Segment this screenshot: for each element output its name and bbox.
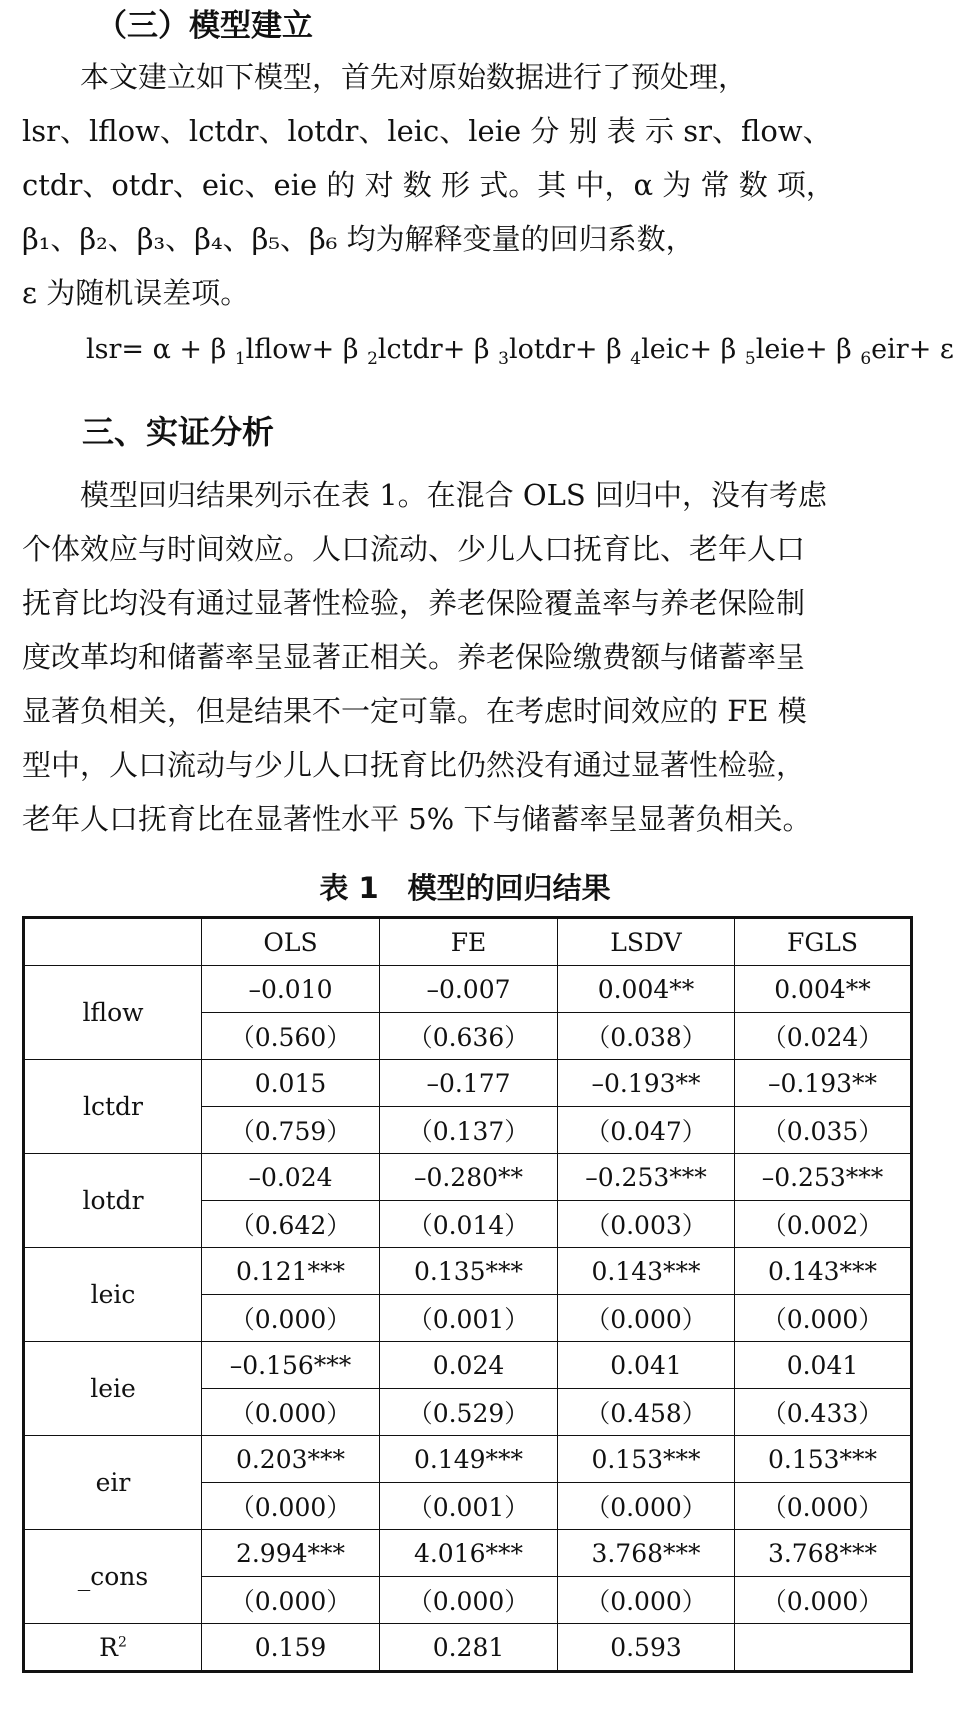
- text-line: ctdr、otdr、eic、eie 的 对 数 形 式。其 中，α 为 常 数 项，: [22, 168, 835, 202]
- header-cell: [24, 918, 202, 966]
- variable-cell: leie: [24, 1342, 202, 1436]
- coefficient-cell: 0.153***: [558, 1436, 735, 1483]
- pvalue-cell: （0.529）: [380, 1389, 558, 1436]
- text-line: lsr、lflow、lctdr、lotdr、leic、leie 分 别 表 示 sr、flow、: [22, 114, 832, 148]
- table-row: [24, 1436, 912, 1483]
- r-squared-cell: 0.159: [202, 1624, 380, 1672]
- table-header-row: [24, 918, 912, 966]
- coefficient-cell: 0.135***: [380, 1248, 558, 1295]
- coefficient-cell: 0.041: [558, 1342, 735, 1389]
- r-squared-row: [24, 1624, 912, 1672]
- text-line: 本文建立如下模型，首先对原始数据进行了预处理，: [80, 60, 748, 94]
- header-cell: OLS: [202, 918, 380, 966]
- text-line: β₁、β₂、β₃、β₄、β₅、β₆ 均为解释变量的回归系数，: [22, 222, 695, 256]
- coefficient-cell: –0.007: [380, 966, 558, 1013]
- text-line: 度改革均和储蓄率呈显著正相关。养老保险缴费额与储蓄率呈: [22, 640, 806, 674]
- pvalue-cell: （0.560）: [202, 1013, 380, 1060]
- equation-subscript: 2: [367, 349, 378, 369]
- coefficient-cell: –0.253***: [558, 1154, 735, 1201]
- pvalue-cell: （0.003）: [558, 1201, 735, 1248]
- r-squared-letter: R: [99, 1632, 118, 1662]
- table-row: [24, 966, 912, 1013]
- pvalue-cell: （0.000）: [202, 1389, 380, 1436]
- coefficient-cell: 4.016***: [380, 1530, 558, 1577]
- pvalue-cell: （0.458）: [558, 1389, 735, 1436]
- variable-cell: _cons: [24, 1530, 202, 1624]
- pvalue-cell: （0.642）: [202, 1201, 380, 1248]
- coefficient-cell: –0.253***: [735, 1154, 912, 1201]
- coefficient-cell: 0.143***: [558, 1248, 735, 1295]
- text-line: 老年人口抚育比在显著性水平 5% 下与储蓄率呈显著负相关。: [22, 802, 812, 836]
- table-row: [24, 1060, 912, 1107]
- analysis-paragraph: [22, 468, 908, 846]
- text-line: ε 为随机误差项。: [22, 276, 250, 310]
- pvalue-cell: （0.000）: [735, 1577, 912, 1624]
- pvalue-cell: （0.000）: [558, 1295, 735, 1342]
- coefficient-cell: 0.203***: [202, 1436, 380, 1483]
- equation-term: leie+ β: [755, 334, 861, 365]
- model-equation: [86, 330, 954, 379]
- coefficient-cell: –0.193**: [558, 1060, 735, 1107]
- r-squared-exponent: 2: [117, 1634, 127, 1651]
- table-row: [24, 1530, 912, 1577]
- coefficient-cell: –0.024: [202, 1154, 380, 1201]
- variable-cell: leic: [24, 1248, 202, 1342]
- equation-subscript: 5: [744, 349, 756, 369]
- equation-term: leic+ β: [641, 334, 745, 365]
- pvalue-cell: （0.047）: [558, 1107, 735, 1154]
- variable-cell: lotdr: [24, 1154, 202, 1248]
- header-cell: LSDV: [558, 918, 735, 966]
- coefficient-cell: 0.121***: [202, 1248, 380, 1295]
- pvalue-cell: （0.000）: [202, 1483, 380, 1530]
- table-caption: 表 1 模型的回归结果: [319, 871, 611, 905]
- pvalue-cell: （0.433）: [735, 1389, 912, 1436]
- table-row: [24, 1154, 912, 1201]
- equation-term: lotdr+ β: [508, 334, 631, 365]
- variable-cell: lctdr: [24, 1060, 202, 1154]
- text-line: 型中，人口流动与少儿人口抚育比仍然没有通过显著性检验，: [22, 748, 806, 782]
- r-squared-cell: [735, 1624, 912, 1672]
- header-cell: FE: [380, 918, 558, 966]
- coefficient-cell: 0.041: [735, 1342, 912, 1389]
- regression-table: [22, 916, 913, 1673]
- header-cell: FGLS: [735, 918, 912, 966]
- pvalue-cell: （0.137）: [380, 1107, 558, 1154]
- equation-term: lflow+ β: [245, 334, 368, 365]
- equation-term: eir+ ε: [871, 334, 954, 365]
- table-row: [24, 1342, 912, 1389]
- pvalue-cell: （0.000）: [202, 1577, 380, 1624]
- coefficient-cell: 0.004**: [735, 966, 912, 1013]
- table-row: [24, 1248, 912, 1295]
- coefficient-cell: 0.143***: [735, 1248, 912, 1295]
- equation-subscript: 1: [234, 349, 246, 369]
- coefficient-cell: –0.177: [380, 1060, 558, 1107]
- equation-subscript: 3: [498, 349, 509, 369]
- equation-subscript: 4: [630, 349, 642, 369]
- pvalue-cell: （0.000）: [558, 1577, 735, 1624]
- pvalue-cell: （0.002）: [735, 1201, 912, 1248]
- equation-term: lctdr+ β: [377, 334, 499, 365]
- pvalue-cell: （0.001）: [380, 1295, 558, 1342]
- coefficient-cell: 0.149***: [380, 1436, 558, 1483]
- coefficient-cell: 2.994***: [202, 1530, 380, 1577]
- pvalue-cell: （0.000）: [558, 1483, 735, 1530]
- coefficient-cell: –0.193**: [735, 1060, 912, 1107]
- table-body: [24, 966, 912, 1672]
- subsection-heading: （三）模型建立: [96, 8, 313, 44]
- coefficient-cell: 0.004**: [558, 966, 735, 1013]
- pvalue-cell: （0.035）: [735, 1107, 912, 1154]
- text-line: 显著负相关，但是结果不一定可靠。在考虑时间效应的 FE 模: [22, 694, 807, 728]
- r-squared-label: [24, 1624, 202, 1672]
- variable-cell: lflow: [24, 966, 202, 1060]
- text-line: 抚育比均没有通过显著性检验，养老保险覆盖率与养老保险制: [22, 586, 806, 620]
- text-line: 模型回归结果列示在表 1。在混合 OLS 回归中，没有考虑: [80, 478, 828, 512]
- pvalue-cell: （0.000）: [202, 1295, 380, 1342]
- pvalue-cell: （0.000）: [735, 1295, 912, 1342]
- coefficient-cell: 3.768***: [735, 1530, 912, 1577]
- equation-term: lsr= α + β: [86, 334, 235, 365]
- coefficient-cell: 0.153***: [735, 1436, 912, 1483]
- text-line: 个体效应与时间效应。人口流动、少儿人口抚育比、老年人口: [22, 532, 806, 566]
- pvalue-cell: （0.001）: [380, 1483, 558, 1530]
- r-squared-cell: 0.281: [380, 1624, 558, 1672]
- section-heading: 三、实证分析: [82, 413, 275, 451]
- coefficient-cell: 0.015: [202, 1060, 380, 1107]
- pvalue-cell: （0.038）: [558, 1013, 735, 1060]
- r-squared-cell: 0.593: [558, 1624, 735, 1672]
- coefficient-cell: –0.280**: [380, 1154, 558, 1201]
- pvalue-cell: （0.759）: [202, 1107, 380, 1154]
- pvalue-cell: （0.000）: [380, 1577, 558, 1624]
- pvalue-cell: （0.000）: [735, 1483, 912, 1530]
- pvalue-cell: （0.014）: [380, 1201, 558, 1248]
- coefficient-cell: –0.010: [202, 966, 380, 1013]
- pvalue-cell: （0.024）: [735, 1013, 912, 1060]
- variable-cell: eir: [24, 1436, 202, 1530]
- coefficient-cell: 0.024: [380, 1342, 558, 1389]
- model-paragraph: [22, 50, 908, 320]
- pvalue-cell: （0.636）: [380, 1013, 558, 1060]
- coefficient-cell: 3.768***: [558, 1530, 735, 1577]
- equation-subscript: 6: [860, 349, 872, 369]
- coefficient-cell: –0.156***: [202, 1342, 380, 1389]
